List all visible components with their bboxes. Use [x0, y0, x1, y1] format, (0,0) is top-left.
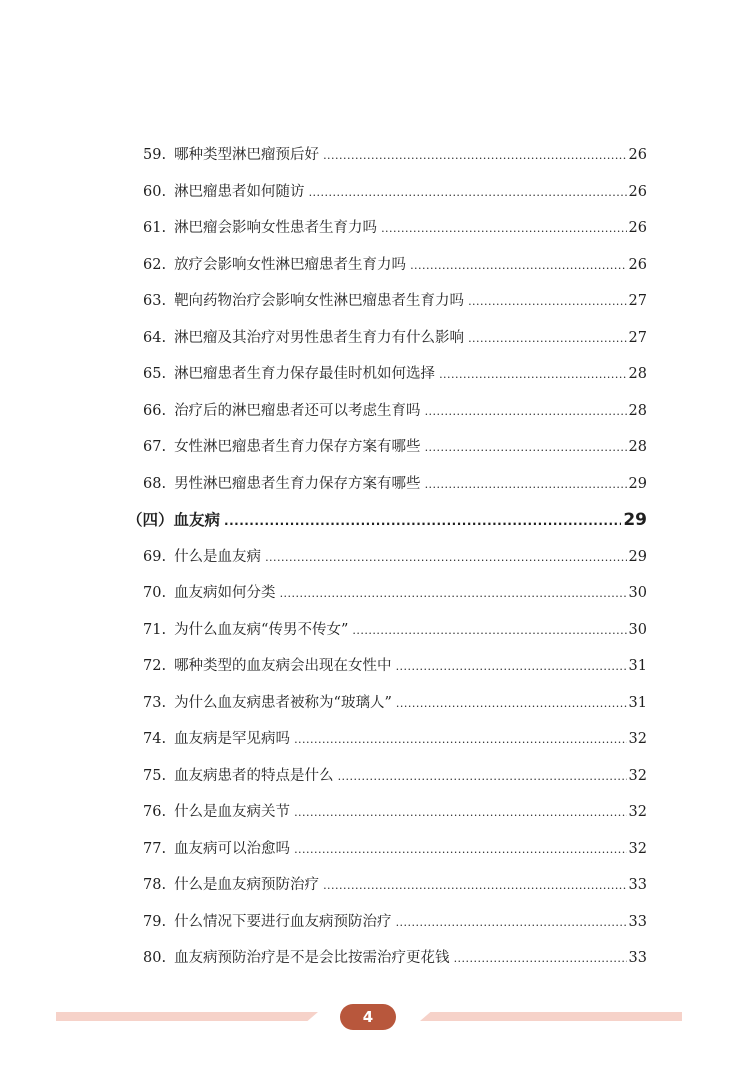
dot-leader	[294, 730, 626, 750]
toc-entry-title: 血友病可以治愈吗	[174, 840, 291, 857]
dot-leader	[454, 949, 627, 969]
toc-entry-page: 28	[628, 439, 647, 455]
toc-entry-number: 78.	[143, 877, 167, 893]
toc-entry-number: 72.	[143, 658, 167, 674]
toc-entry-number: 80.	[143, 950, 167, 966]
toc-entry-number: 67.	[143, 439, 167, 455]
toc-entry[interactable]	[143, 802, 647, 823]
toc-entry-title: 淋巴瘤患者如何随访	[174, 183, 305, 200]
toc-entry[interactable]	[143, 401, 647, 422]
toc-entry[interactable]	[143, 729, 647, 750]
dot-leader	[396, 913, 627, 933]
toc-entry-number: 79.	[143, 913, 167, 930]
toc-entry-title: 淋巴瘤患者生育力保存最佳时机如何选择	[174, 366, 436, 382]
toc-entry-number: 70.	[143, 585, 167, 601]
toc-entry-number: 62.	[143, 256, 167, 273]
toc-entry-page: 27	[628, 329, 647, 346]
toc-entry[interactable]	[143, 766, 647, 787]
toc-entry[interactable]	[143, 875, 647, 896]
dot-leader	[265, 548, 626, 568]
toc-entry-title: 血友病预防治疗是不是会比按需治疗更花钱	[174, 950, 450, 966]
toc-entry[interactable]	[143, 912, 647, 933]
dot-leader	[410, 256, 626, 276]
toc-entry-title: 血友病患者的特点是什么	[174, 767, 334, 784]
toc-entry-number: 73.	[143, 694, 167, 711]
toc-entry[interactable]	[143, 547, 647, 568]
dot-leader	[338, 767, 627, 787]
toc-entry[interactable]	[143, 364, 647, 385]
toc-entry[interactable]	[143, 255, 647, 276]
toc-entry[interactable]	[143, 693, 647, 714]
toc-entry-title: 哪种类型淋巴瘤预后好	[174, 147, 320, 163]
toc-entry-page: 28	[628, 366, 647, 382]
toc-entry-number: 76.	[143, 804, 167, 820]
toc-entry-page: 33	[628, 950, 647, 966]
toc-entry-page: 33	[628, 877, 647, 893]
toc-entry[interactable]	[143, 839, 647, 860]
toc-entry[interactable]	[143, 145, 647, 166]
toc-entry-title: 淋巴瘤及其治疗对男性患者生育力有什么影响	[174, 329, 465, 346]
dot-leader	[439, 365, 626, 385]
dot-leader	[352, 621, 626, 641]
toc-entry[interactable]	[143, 656, 647, 677]
toc-entry-page: 26	[628, 183, 647, 200]
toc-entry-page: 29	[628, 548, 647, 565]
toc-entry[interactable]	[143, 182, 647, 203]
toc-entry-page: 31	[628, 658, 647, 674]
dot-leader	[425, 402, 627, 422]
toc-entry-title: 哪种类型的血友病会出现在女性中	[174, 658, 392, 674]
toc-entry[interactable]	[143, 328, 647, 349]
toc-entry-number: 65.	[143, 366, 167, 382]
toc-entry-title: 血友病是罕见病吗	[174, 731, 291, 747]
toc-entry-number: 74.	[143, 731, 167, 747]
toc-entry-page: 29	[628, 475, 647, 492]
toc-entry[interactable]	[143, 948, 647, 969]
toc-section-heading[interactable]	[127, 510, 647, 531]
toc-entry-page: 30	[628, 585, 647, 601]
page-number: 4	[362, 1008, 374, 1026]
dot-leader	[468, 329, 626, 349]
toc-entry-number: 77.	[143, 840, 167, 857]
toc-entry-number: 68.	[143, 475, 167, 492]
dot-leader	[224, 511, 621, 531]
toc-entry-page: 26	[628, 256, 647, 273]
dot-leader	[323, 876, 626, 896]
toc-entry[interactable]	[143, 474, 647, 495]
toc-entry-number: 69.	[143, 548, 167, 565]
toc-entry-title: 什么是血友病关节	[174, 804, 291, 820]
toc-entry-page: 31	[628, 694, 647, 711]
dot-leader	[280, 584, 627, 604]
dot-leader	[425, 475, 627, 495]
dot-leader	[425, 438, 627, 458]
toc-entry-number: 64.	[143, 329, 167, 346]
toc-entry-title: 什么是血友病	[174, 548, 262, 565]
toc-entry-page: 32	[628, 804, 647, 820]
footer-band-right	[420, 1012, 682, 1021]
toc-entry-page: 29	[623, 510, 647, 530]
toc-entry-title: 治疗后的淋巴瘤患者还可以考虑生育吗	[174, 402, 421, 419]
dot-leader	[381, 219, 626, 239]
toc-entry-number: 71.	[143, 621, 167, 638]
toc-entry-title: 女性淋巴瘤患者生育力保存方案有哪些	[174, 439, 421, 455]
page-footer	[0, 1000, 750, 1040]
toc-entry[interactable]	[143, 291, 647, 312]
toc-entry-number: 59.	[143, 147, 167, 163]
dot-leader	[396, 694, 627, 714]
toc-entry[interactable]	[143, 437, 647, 458]
toc-entry-page: 32	[628, 840, 647, 857]
toc-entry-title: 什么是血友病预防治疗	[174, 877, 320, 893]
toc-entry-page: 32	[628, 767, 647, 784]
toc-entry[interactable]	[143, 583, 647, 604]
toc-entry-page: 28	[628, 402, 647, 419]
toc-entry-title: 为什么血友病“传男不传女”	[174, 621, 349, 638]
dot-leader	[294, 840, 626, 860]
toc-entry-title: 淋巴瘤会影响女性患者生育力吗	[174, 220, 378, 236]
toc-entry-number: 63.	[143, 293, 167, 309]
page-number-badge	[340, 1004, 396, 1030]
toc-entry-page: 26	[628, 220, 647, 236]
toc-entry-title: 为什么血友病患者被称为“玻璃人”	[174, 694, 392, 711]
toc-entry-title: 靶向药物治疗会影响女性淋巴瘤患者生育力吗	[174, 293, 465, 309]
toc-entry[interactable]	[143, 218, 647, 239]
toc-entry-page: 33	[628, 913, 647, 930]
toc-entry-title: 血友病如何分类	[174, 585, 276, 601]
toc-entry-title: 放疗会影响女性淋巴瘤患者生育力吗	[174, 256, 407, 273]
footer-band-left	[56, 1012, 318, 1021]
toc-entry-page: 27	[628, 293, 647, 309]
toc-entry-title: 什么情况下要进行血友病预防治疗	[174, 913, 392, 930]
toc-entry-number: 66.	[143, 402, 167, 419]
toc-section-title: （四）血友病	[127, 511, 221, 529]
toc-entry-number: 60.	[143, 183, 167, 200]
toc-entry-page: 30	[628, 621, 647, 638]
toc-entry[interactable]	[143, 620, 647, 641]
toc-entry-page: 32	[628, 731, 647, 747]
toc-entry-number: 61.	[143, 220, 167, 236]
toc-entry-page: 26	[628, 147, 647, 163]
dot-leader	[294, 803, 626, 823]
toc-entry-title: 男性淋巴瘤患者生育力保存方案有哪些	[174, 475, 421, 492]
dot-leader	[309, 183, 627, 203]
dot-leader	[323, 146, 626, 166]
toc-entry-number: 75.	[143, 767, 167, 784]
dot-leader	[396, 657, 627, 677]
dot-leader	[468, 292, 626, 312]
